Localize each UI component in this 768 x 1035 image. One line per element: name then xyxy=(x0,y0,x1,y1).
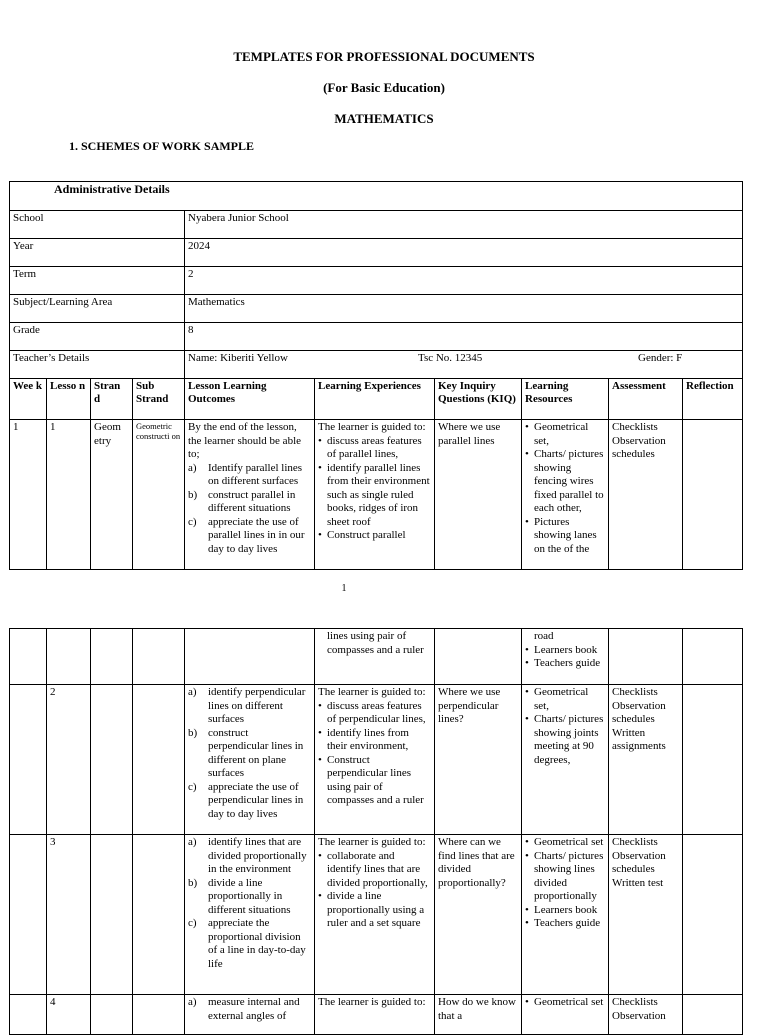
admin-row xyxy=(10,295,743,323)
list-item: • identify lines from their environment, xyxy=(318,727,431,754)
cell-week: 1 xyxy=(10,420,47,570)
admin-value: Mathematics xyxy=(185,295,743,323)
cell-week xyxy=(10,835,47,995)
scheme-table-page1 xyxy=(9,181,743,570)
item-text: construct parallel in different situations xyxy=(208,488,296,514)
item-marker: b) xyxy=(188,488,198,501)
cell-lesson: 1 xyxy=(47,420,91,570)
list-item xyxy=(188,781,311,822)
item-text: Identify parallel lines on different surfaces xyxy=(208,461,303,487)
col-week: Wee k xyxy=(10,379,47,420)
subject-heading: MATHEMATICS xyxy=(334,111,434,126)
col-substrand: Sub Strand xyxy=(133,379,185,420)
table-row xyxy=(10,835,743,995)
list-item: • Construct parallel xyxy=(318,529,431,543)
resources-list xyxy=(525,996,605,1010)
cell-kiq: Where we use parallel lines xyxy=(435,420,522,570)
section-heading: 1. SCHEMES OF WORK SAMPLE xyxy=(69,139,255,153)
col-outcomes: Lesson Learning Outcomes xyxy=(185,379,315,420)
cell-reflection xyxy=(683,835,743,995)
item-text: identify perpendicular lines on different surfaces xyxy=(208,686,306,725)
cell-resources xyxy=(522,420,609,570)
item-marker: c) xyxy=(188,780,197,793)
experiences-intro: The learner is guided to: xyxy=(318,421,426,433)
outcomes-list xyxy=(188,686,311,821)
admin-label: Year xyxy=(10,239,185,267)
list-item: • Geometrical set xyxy=(525,996,605,1010)
list-item xyxy=(188,462,311,489)
list-item: • Geometrical set xyxy=(525,836,605,850)
list-item: • Teachers guide xyxy=(525,917,605,931)
item-marker: a) xyxy=(188,996,197,1008)
cell-experiences xyxy=(315,420,435,570)
admin-value: 2 xyxy=(185,267,743,295)
table-row xyxy=(10,995,743,1035)
cell-kiq xyxy=(435,629,522,685)
resources-list xyxy=(525,686,605,767)
experiences-list xyxy=(318,435,431,543)
cell-reflection xyxy=(683,995,743,1035)
item-text: appreciate the use of parallel lines in in our day to day lives xyxy=(208,515,305,555)
admin-label: Grade xyxy=(10,323,185,351)
cell-resources xyxy=(522,685,609,835)
col-experiences: Learning Experiences xyxy=(315,379,435,420)
list-item: • Geometrical set, xyxy=(525,421,605,448)
experiences-intro: The learner is guided to: xyxy=(318,836,426,848)
cell-experiences xyxy=(315,995,435,1035)
cell-assessment: Checklists Observation schedules xyxy=(609,420,683,570)
item-marker: b) xyxy=(188,726,198,739)
cell-reflection xyxy=(683,420,743,570)
cell-kiq: How do we know that a xyxy=(435,995,522,1035)
resources-list xyxy=(525,836,605,931)
cell-kiq: Where we use perpendicular lines? xyxy=(435,685,522,835)
cell-week xyxy=(10,685,47,835)
experiences-intro: The learner is guided to: xyxy=(318,686,426,698)
table-row xyxy=(10,685,743,835)
cell-reflection xyxy=(683,629,743,685)
list-item: • discuss areas features of perpendicular lines, xyxy=(318,700,431,727)
cell-outcomes xyxy=(185,420,315,570)
cell-assessment: Checklists Observation schedules Written assignments xyxy=(609,685,683,835)
cell-kiq: Where can we find lines that are divided proportionally? xyxy=(435,835,522,995)
cell-resources xyxy=(522,835,609,995)
admin-title: Administrative Details xyxy=(10,182,743,211)
teacher-row xyxy=(10,351,743,379)
teacher-label: Teacher’s Details xyxy=(10,351,185,379)
list-item: • divide a line proportionally using a ruler and a set square xyxy=(318,890,431,931)
cell-strand xyxy=(91,629,133,685)
list-item: • Construct perpendicular lines using pair of compasses and a ruler xyxy=(318,754,431,808)
admin-row xyxy=(10,239,743,267)
cell-resources xyxy=(522,629,609,685)
experiences-list xyxy=(318,700,431,808)
col-reflection: Reflection xyxy=(683,379,743,420)
outcomes-list xyxy=(188,462,311,557)
resources-continued: road xyxy=(534,630,554,642)
scheme-table-page2 xyxy=(9,628,743,1035)
document-title: TEMPLATES FOR PROFESSIONAL DOCUMENTS xyxy=(233,49,535,64)
list-item: • Geometrical set, xyxy=(525,686,605,713)
list-item: • Charts/ pictures showing lines divided proportionally xyxy=(525,850,605,904)
cell-substrand xyxy=(133,835,185,995)
list-item xyxy=(188,516,311,557)
list-item xyxy=(188,877,311,918)
list-item xyxy=(188,686,311,727)
list-item: • Teachers guide xyxy=(525,657,605,671)
list-item xyxy=(188,996,311,1023)
outcomes-intro: By the end of the lesson, the learner should be able to; xyxy=(188,421,302,460)
item-marker: c) xyxy=(188,917,197,929)
item-text: measure internal and external angles of xyxy=(208,996,300,1022)
list-item: • Learners book xyxy=(525,644,605,658)
col-assessment: Assessment xyxy=(609,379,683,420)
item-text: divide a line proportionally in different situations xyxy=(208,876,291,916)
col-lesson: Lesso n xyxy=(47,379,91,420)
item-text: appreciate the proportional division of a line in day-to-day life xyxy=(208,917,306,970)
cell-lesson: 4 xyxy=(47,995,91,1035)
cell-outcomes xyxy=(185,685,315,835)
teacher-gender: Gender: F xyxy=(638,352,683,364)
cell-resources xyxy=(522,995,609,1035)
cell-assessment: Checklists Observation xyxy=(609,995,683,1035)
admin-row xyxy=(10,267,743,295)
item-text: identify lines that are divided proportionally in the environment xyxy=(208,836,307,875)
list-item: • Charts/ pictures showing fencing wires fixed parallel to each other, xyxy=(525,448,605,516)
admin-label: Subject/Learning Area xyxy=(10,295,185,323)
item-text: appreciate the use of perpendicular lines in day to day lives xyxy=(208,780,304,820)
resources-list xyxy=(525,644,605,671)
col-strand: Stran d xyxy=(91,379,133,420)
teacher-details xyxy=(185,351,743,379)
cell-experiences: lines using pair of compasses and a ruler xyxy=(315,629,435,685)
admin-value: Nyabera Junior School xyxy=(185,211,743,239)
cell-strand xyxy=(91,835,133,995)
cell-experiences xyxy=(315,685,435,835)
admin-label: School xyxy=(10,211,185,239)
resources-list xyxy=(525,421,605,556)
list-item: • discuss areas features of parallel lines, xyxy=(318,435,431,462)
list-item: • Pictures showing lanes on the of the xyxy=(525,516,605,557)
cell-strand xyxy=(91,685,133,835)
item-text: construct perpendicular lines in different on plane surfaces xyxy=(208,726,304,779)
item-marker: c) xyxy=(188,515,197,528)
cell-strand: Geom etry xyxy=(91,420,133,570)
admin-value: 8 xyxy=(185,323,743,351)
table-row xyxy=(10,420,743,570)
cell-assessment xyxy=(609,629,683,685)
cell-substrand: Geometric constructi on xyxy=(133,420,185,570)
cell-substrand xyxy=(133,685,185,835)
cell-strand xyxy=(91,995,133,1035)
admin-row xyxy=(10,211,743,239)
outcomes-list xyxy=(188,996,311,1023)
list-item: • identify parallel lines from their environment such as single ruled books, ridges of iron sheet roof xyxy=(318,462,431,530)
document-subtitle: (For Basic Education) xyxy=(323,80,445,95)
teacher-tsc: Tsc No. 12345 xyxy=(418,352,483,364)
experiences-list xyxy=(318,850,431,931)
outcomes-list xyxy=(188,836,311,971)
list-item xyxy=(188,836,311,877)
cell-outcomes xyxy=(185,629,315,685)
item-marker: a) xyxy=(188,686,197,698)
item-marker: a) xyxy=(188,836,197,848)
cell-week xyxy=(10,629,47,685)
cell-outcomes xyxy=(185,995,315,1035)
admin-value: 2024 xyxy=(185,239,743,267)
list-item: • collaborate and identify lines that are divided proportionally, xyxy=(318,850,431,891)
experiences-intro: The learner is guided to: xyxy=(318,996,426,1008)
cell-substrand xyxy=(133,995,185,1035)
cell-substrand xyxy=(133,629,185,685)
col-resources: Learning Resources xyxy=(522,379,609,420)
list-item xyxy=(188,727,311,781)
cell-lesson: 2 xyxy=(47,685,91,835)
cell-week xyxy=(10,995,47,1035)
admin-row xyxy=(10,323,743,351)
cell-outcomes xyxy=(185,835,315,995)
cell-lesson xyxy=(47,629,91,685)
column-headers xyxy=(10,379,743,420)
table-row-continuation xyxy=(10,629,743,685)
cell-experiences xyxy=(315,835,435,995)
admin-label: Term xyxy=(10,267,185,295)
cell-reflection xyxy=(683,685,743,835)
page-number: 1 xyxy=(341,583,347,594)
col-kiq: Key Inquiry Questions (KIQ) xyxy=(435,379,522,420)
teacher-name: Name: Kiberiti Yellow xyxy=(188,352,288,364)
list-item xyxy=(188,917,311,971)
cell-assessment: Checklists Observation schedules Written test xyxy=(609,835,683,995)
list-item xyxy=(188,489,311,516)
list-item: • Charts/ pictures showing joints meeting at 90 degrees, xyxy=(525,713,605,767)
item-marker: b) xyxy=(188,876,198,889)
list-item: • Learners book xyxy=(525,904,605,918)
item-marker: a) xyxy=(188,461,197,474)
cell-lesson: 3 xyxy=(47,835,91,995)
